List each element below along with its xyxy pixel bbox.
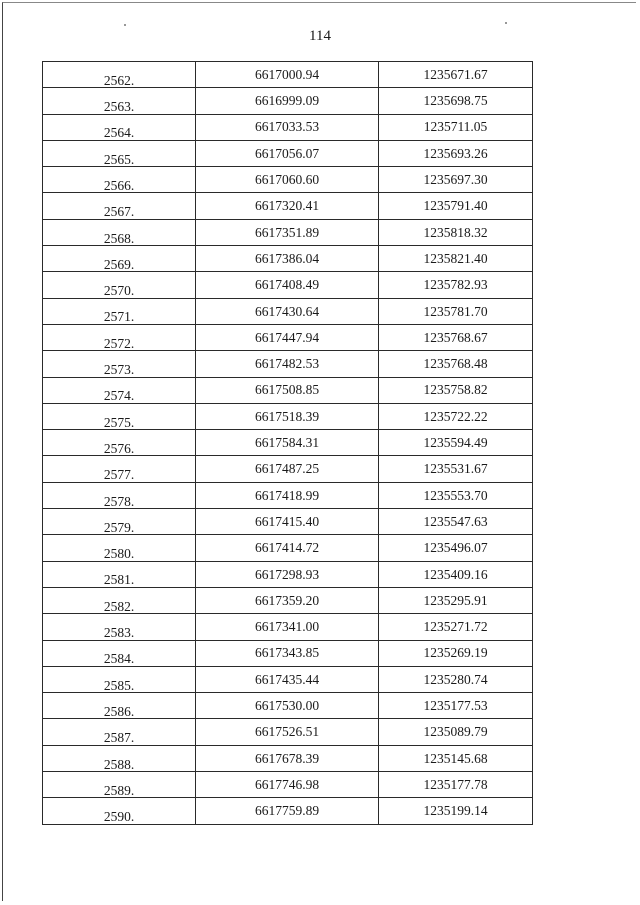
point-number-cell: 2587. (43, 719, 196, 745)
scan-speck (124, 24, 126, 26)
point-number-cell: 2584. (43, 640, 196, 666)
page-number: 114 (309, 28, 331, 44)
point-number-cell: 2563. (43, 88, 196, 114)
table-row (43, 219, 533, 245)
x-coordinate-cell: 6617418.99 (196, 482, 379, 508)
point-number-cell: 2573. (43, 351, 196, 377)
x-coordinate-cell: 6617482.53 (196, 351, 379, 377)
table-row (43, 167, 533, 193)
point-number-cell: 2565. (43, 140, 196, 166)
y-coordinate-cell: 1235553.70 (379, 482, 533, 508)
table-row (43, 772, 533, 798)
point-number-cell: 2576. (43, 430, 196, 456)
x-coordinate-cell: 6617033.53 (196, 114, 379, 140)
table-row (43, 561, 533, 587)
point-number-cell: 2562. (43, 62, 196, 88)
table-row (43, 535, 533, 561)
y-coordinate-cell: 1235531.67 (379, 456, 533, 482)
y-coordinate-cell: 1235199.14 (379, 798, 533, 824)
x-coordinate-cell: 6617056.07 (196, 140, 379, 166)
table-row (43, 798, 533, 824)
y-coordinate-cell: 1235671.67 (379, 62, 533, 88)
point-number-cell: 2588. (43, 745, 196, 771)
table-row (43, 666, 533, 692)
table-row (43, 377, 533, 403)
table-row (43, 62, 533, 88)
table-row (43, 482, 533, 508)
x-coordinate-cell: 6617000.94 (196, 62, 379, 88)
x-coordinate-cell: 6617678.39 (196, 745, 379, 771)
x-coordinate-cell: 6617447.94 (196, 324, 379, 350)
y-coordinate-cell: 1235698.75 (379, 88, 533, 114)
point-number-cell: 2575. (43, 403, 196, 429)
table-row (43, 88, 533, 114)
table-row (43, 403, 533, 429)
y-coordinate-cell: 1235089.79 (379, 719, 533, 745)
table-row (43, 719, 533, 745)
point-number-cell: 2577. (43, 456, 196, 482)
table-row (43, 193, 533, 219)
point-number-cell: 2571. (43, 298, 196, 324)
table-row (43, 693, 533, 719)
table-row (43, 456, 533, 482)
point-number-cell: 2586. (43, 693, 196, 719)
y-coordinate-cell: 1235177.53 (379, 693, 533, 719)
x-coordinate-cell: 6617408.49 (196, 272, 379, 298)
table-row (43, 140, 533, 166)
x-coordinate-cell: 6617759.89 (196, 798, 379, 824)
y-coordinate-cell: 1235271.72 (379, 614, 533, 640)
y-coordinate-cell: 1235818.32 (379, 219, 533, 245)
x-coordinate-cell: 6617298.93 (196, 561, 379, 587)
x-coordinate-cell: 6617415.40 (196, 509, 379, 535)
x-coordinate-cell: 6617320.41 (196, 193, 379, 219)
y-coordinate-cell: 1235409.16 (379, 561, 533, 587)
y-coordinate-cell: 1235295.91 (379, 587, 533, 613)
x-coordinate-cell: 6617584.31 (196, 430, 379, 456)
y-coordinate-cell: 1235791.40 (379, 193, 533, 219)
x-coordinate-cell: 6617341.00 (196, 614, 379, 640)
table-row (43, 745, 533, 771)
table-row (43, 640, 533, 666)
y-coordinate-cell: 1235177.78 (379, 772, 533, 798)
table-row (43, 614, 533, 640)
table-row (43, 509, 533, 535)
x-coordinate-cell: 6617746.98 (196, 772, 379, 798)
point-number-cell: 2566. (43, 167, 196, 193)
table-row (43, 351, 533, 377)
point-number-cell: 2570. (43, 272, 196, 298)
table-row (43, 324, 533, 350)
table-row (43, 272, 533, 298)
table-row (43, 587, 533, 613)
point-number-cell: 2585. (43, 666, 196, 692)
y-coordinate-cell: 1235821.40 (379, 246, 533, 272)
coordinates-table (42, 61, 533, 825)
x-coordinate-cell: 6617487.25 (196, 456, 379, 482)
y-coordinate-cell: 1235758.82 (379, 377, 533, 403)
x-coordinate-cell: 6617359.20 (196, 587, 379, 613)
point-number-cell: 2590. (43, 798, 196, 824)
point-number-cell: 2581. (43, 561, 196, 587)
table-row (43, 114, 533, 140)
x-coordinate-cell: 6617530.00 (196, 693, 379, 719)
point-number-cell: 2580. (43, 535, 196, 561)
point-number-cell: 2578. (43, 482, 196, 508)
y-coordinate-cell: 1235496.07 (379, 535, 533, 561)
scan-speck (505, 22, 507, 24)
x-coordinate-cell: 6617526.51 (196, 719, 379, 745)
x-coordinate-cell: 6617351.89 (196, 219, 379, 245)
x-coordinate-cell: 6617435.44 (196, 666, 379, 692)
point-number-cell: 2569. (43, 246, 196, 272)
point-number-cell: 2589. (43, 772, 196, 798)
point-number-cell: 2582. (43, 587, 196, 613)
point-number-cell: 2579. (43, 509, 196, 535)
table-row (43, 430, 533, 456)
point-number-cell: 2564. (43, 114, 196, 140)
y-coordinate-cell: 1235722.22 (379, 403, 533, 429)
y-coordinate-cell: 1235781.70 (379, 298, 533, 324)
coordinates-table-body (43, 62, 533, 825)
point-number-cell: 2568. (43, 219, 196, 245)
point-number-cell: 2583. (43, 614, 196, 640)
y-coordinate-cell: 1235547.63 (379, 509, 533, 535)
x-coordinate-cell: 6617430.64 (196, 298, 379, 324)
point-number-cell: 2567. (43, 193, 196, 219)
x-coordinate-cell: 6617343.85 (196, 640, 379, 666)
y-coordinate-cell: 1235269.19 (379, 640, 533, 666)
x-coordinate-cell: 6617414.72 (196, 535, 379, 561)
table-row (43, 246, 533, 272)
x-coordinate-cell: 6617518.39 (196, 403, 379, 429)
table-row (43, 298, 533, 324)
y-coordinate-cell: 1235768.48 (379, 351, 533, 377)
x-coordinate-cell: 6616999.09 (196, 88, 379, 114)
y-coordinate-cell: 1235594.49 (379, 430, 533, 456)
y-coordinate-cell: 1235145.68 (379, 745, 533, 771)
y-coordinate-cell: 1235280.74 (379, 666, 533, 692)
y-coordinate-cell: 1235768.67 (379, 324, 533, 350)
x-coordinate-cell: 6617386.04 (196, 246, 379, 272)
x-coordinate-cell: 6617060.60 (196, 167, 379, 193)
y-coordinate-cell: 1235782.93 (379, 272, 533, 298)
x-coordinate-cell: 6617508.85 (196, 377, 379, 403)
point-number-cell: 2574. (43, 377, 196, 403)
y-coordinate-cell: 1235693.26 (379, 140, 533, 166)
y-coordinate-cell: 1235697.30 (379, 167, 533, 193)
y-coordinate-cell: 1235711.05 (379, 114, 533, 140)
point-number-cell: 2572. (43, 324, 196, 350)
